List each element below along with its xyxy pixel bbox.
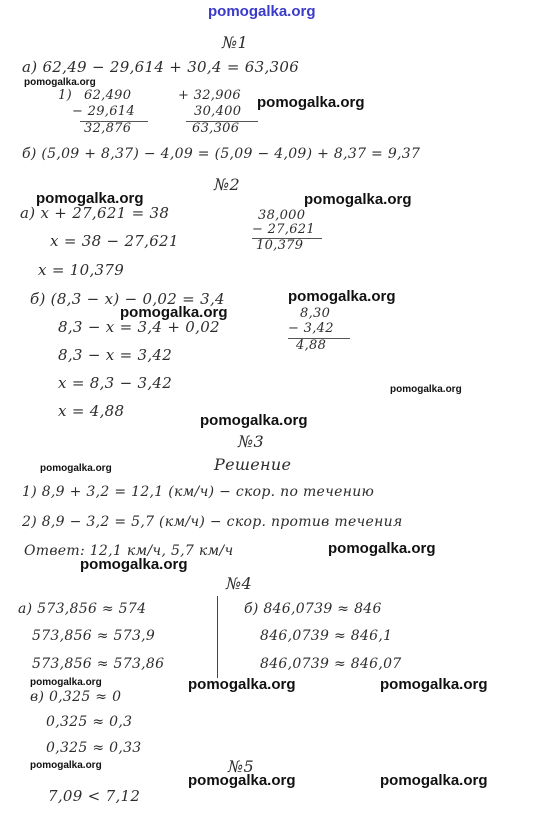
task4-b3: 846,0739 ≈ 846,07 [260,656,402,672]
task1-a-sub2-top: + 32,906 [178,88,241,103]
task4-b2: 846,0739 ≈ 846,1 [260,628,393,644]
task3-line1: 1) 8,9 + 3,2 = 12,1 (км/ч) − скор. по течению [22,484,375,500]
task1-a-line: а) 62,49 − 29,614 + 30,4 = 63,306 [22,58,300,76]
watermark: pomogalka.org [188,676,296,693]
task4-a3: 573,856 ≈ 573,86 [32,656,165,672]
task3-line2: 2) 8,9 − 3,2 = 5,7 (км/ч) − скор. против течения [22,514,403,530]
watermark: pomogalka.org [80,556,188,573]
task2-col1-mid: − 27,621 [252,222,315,237]
task2-col1-top: 38,000 [258,208,306,223]
task4-c3: 0,325 ≈ 0,33 [46,740,142,756]
task2-col1-res: 10,379 [256,238,304,253]
watermark: pomogalka.org [380,772,488,789]
watermark: pomogalka.org [36,190,144,207]
divider-line [217,596,218,678]
watermark: pomogalka.org [257,94,365,111]
watermark: pomogalka.org [288,288,396,305]
task2-number: №2 [214,175,240,194]
task4-c2: 0,325 ≈ 0,3 [46,714,133,730]
watermark: pomogalka.org [390,384,462,395]
task3-number: №3 [238,432,264,451]
watermark-top: pomogalka.org [208,3,316,20]
task4-a1: а) 573,856 ≈ 574 [18,601,147,617]
watermark: pomogalka.org [304,191,412,208]
task4-c1: в) 0,325 ≈ 0 [30,689,122,705]
task1-a-sub1-label: 1) [58,88,72,103]
task1-a-sub2-mid: 30,400 [194,104,242,119]
task1-a-sub1-top: 62,490 [84,88,132,103]
task2-col2-res: 4,88 [296,338,327,353]
task1-number: №1 [222,33,248,52]
watermark: pomogalka.org [40,463,112,474]
task2-col2-mid: − 3,42 [288,321,334,336]
task4-b1: б) 846,0739 ≈ 846 [244,601,382,617]
task2-b3: 8,3 − x = 3,42 [58,346,173,364]
task2-b4: x = 8,3 − 3,42 [58,374,173,392]
watermark: pomogalka.org [328,540,436,557]
task2-b1: б) (8,3 − x) − 0,02 = 3,4 [30,290,225,308]
watermark: pomogalka.org [188,772,296,789]
watermark: pomogalka.org [200,412,308,429]
task3-answer: Ответ: 12,1 км/ч, 5,7 км/ч [24,543,234,559]
task4-a2: 573,856 ≈ 573,9 [32,628,156,644]
task1-a-sub1-res: 32,876 [84,121,132,136]
watermark: pomogalka.org [380,676,488,693]
task2-b2: 8,3 − x = 3,4 + 0,02 [58,318,220,336]
task5-number: №5 [228,757,254,776]
task3-heading: Решение [214,455,292,474]
watermark: pomogalka.org [120,304,228,321]
watermark: pomogalka.org [30,760,102,771]
task2-a3: x = 10,379 [38,261,125,279]
task2-a2: x = 38 − 27,621 [50,232,179,250]
watermark: pomogalka.org [24,77,96,88]
task2-a1: а) x + 27,621 = 38 [20,204,170,222]
task2-b5: x = 4,88 [58,402,125,420]
watermark: pomogalka.org [30,677,102,688]
task1-a-sub1-mid: − 29,614 [72,104,135,119]
task4-number: №4 [226,574,252,593]
task5-line1: 7,09 < 7,12 [48,787,141,805]
task1-b-line: б) (5,09 + 8,37) − 4,09 = (5,09 − 4,09) + 8,37 = 9,37 [22,146,421,162]
task2-col2-top: 8,30 [300,306,331,321]
task1-a-sub2-res: 63,306 [192,121,240,136]
